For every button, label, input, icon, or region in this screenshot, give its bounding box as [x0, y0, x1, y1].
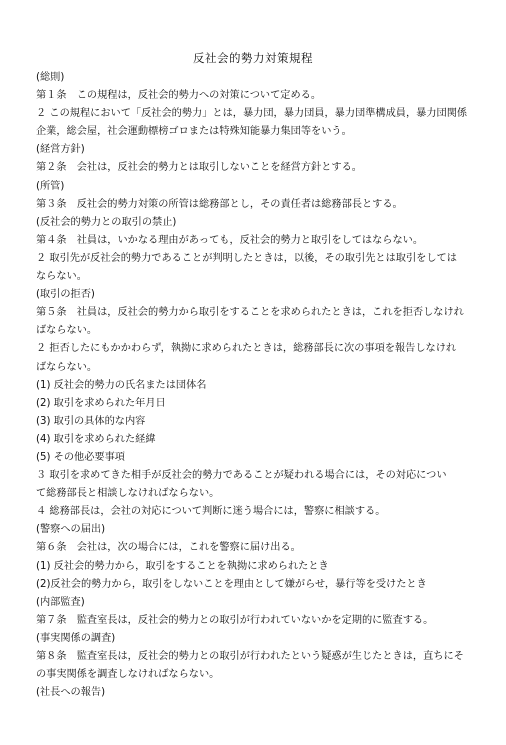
- document-body: [36, 69, 476, 702]
- document-line: (1) 反社会的勢力から，取引をすることを執拗に求められたとき: [36, 560, 329, 572]
- document-line: ２ 取引先が反社会的勢力であることが判明したときは，以後，その取引先とは取引をしては: [36, 252, 457, 264]
- document-line: (取引の拒否): [36, 289, 95, 301]
- document-line: 第２条 会社は，反社会的勢力とは取引しないことを経営方針とする。: [36, 162, 362, 174]
- document-title: 反社会的勢力対策規程: [193, 51, 313, 65]
- document-line: ４ 総務部長は，会社の対応について判断に迷う場合には，警察に相談する。: [36, 506, 386, 518]
- document-line: ３ 取引を求めてきた相手が反社会的勢力であることが疑われる場合には，その対応につい: [36, 470, 447, 482]
- document-line: 第３条 反社会的勢力対策の所管は総務部とし，その責任者は総務部長とする。: [36, 198, 403, 210]
- document-line: (事実関係の調査): [36, 632, 116, 644]
- document-line: 第５条 社員は，反社会的勢力から取引をすることを求められたときは，これを拒否しなけれ: [36, 307, 464, 319]
- document-line: (5) その他必要事項: [36, 451, 125, 463]
- document-line: (所管): [36, 180, 65, 192]
- document-line: (内部監査): [36, 596, 85, 608]
- document-line: (1) 反社会的勢力の氏名または団体名: [36, 379, 207, 391]
- document-line: (2)反社会的勢力から，取引をしないことを理由として嫌がらせ，暴行等を受けたとき: [36, 578, 427, 590]
- document-line: (4) 取引を求められた経緯: [36, 433, 156, 445]
- document-line: (社長への報告): [36, 687, 106, 699]
- document-line: 第４条 社員は，いかなる理由があっても，反社会的勢力と取引をしてはならない。: [36, 234, 424, 246]
- document-line: 第６条 会社は，次の場合には，これを警察に届け出る。: [36, 542, 301, 554]
- document-line: (警察への届出): [36, 524, 106, 536]
- document-line: (経営方針): [36, 144, 85, 156]
- document-line: 企業，総会屋，社会運動標榜ゴロまたは特殊知能暴力集団等をいう。: [36, 126, 352, 138]
- document-line: 第７条 監査室長は，反社会的勢力との取引が行われていないかを定期的に監査する。: [36, 614, 434, 626]
- document-line: (反社会的勢力との取引の禁止): [36, 216, 177, 228]
- document-line: の事実関係を調査しなければならない。: [36, 669, 220, 681]
- document-line: ばならない。: [36, 325, 98, 337]
- document-line: ２ 拒否したにもかかわらず，執拗に求められたときは，総務部長に次の事項を報告しなけれ: [36, 343, 457, 355]
- document-line: 第８条 監査室長は，反社会的勢力との取引が行われたという疑惑が生じたときは，直ちにそ: [36, 651, 464, 662]
- document-line: (3) 取引の具体的な内容: [36, 415, 146, 427]
- document-line: ならない。: [36, 271, 87, 283]
- document-line: (2) 取引を求められた年月日: [36, 397, 166, 409]
- document-line: ばならない。: [36, 361, 98, 373]
- document-line: 第１条 この規程は，反社会的勢力への対策について定める。: [36, 90, 322, 102]
- document-line: (総則): [36, 72, 65, 83]
- document-line: て総務部長と相談しなければならない。: [36, 488, 220, 500]
- document-line: ２ この規程において「反社会的勢力」とは，暴力団，暴力団員，暴力団準構成員，暴力団関係: [36, 108, 468, 120]
